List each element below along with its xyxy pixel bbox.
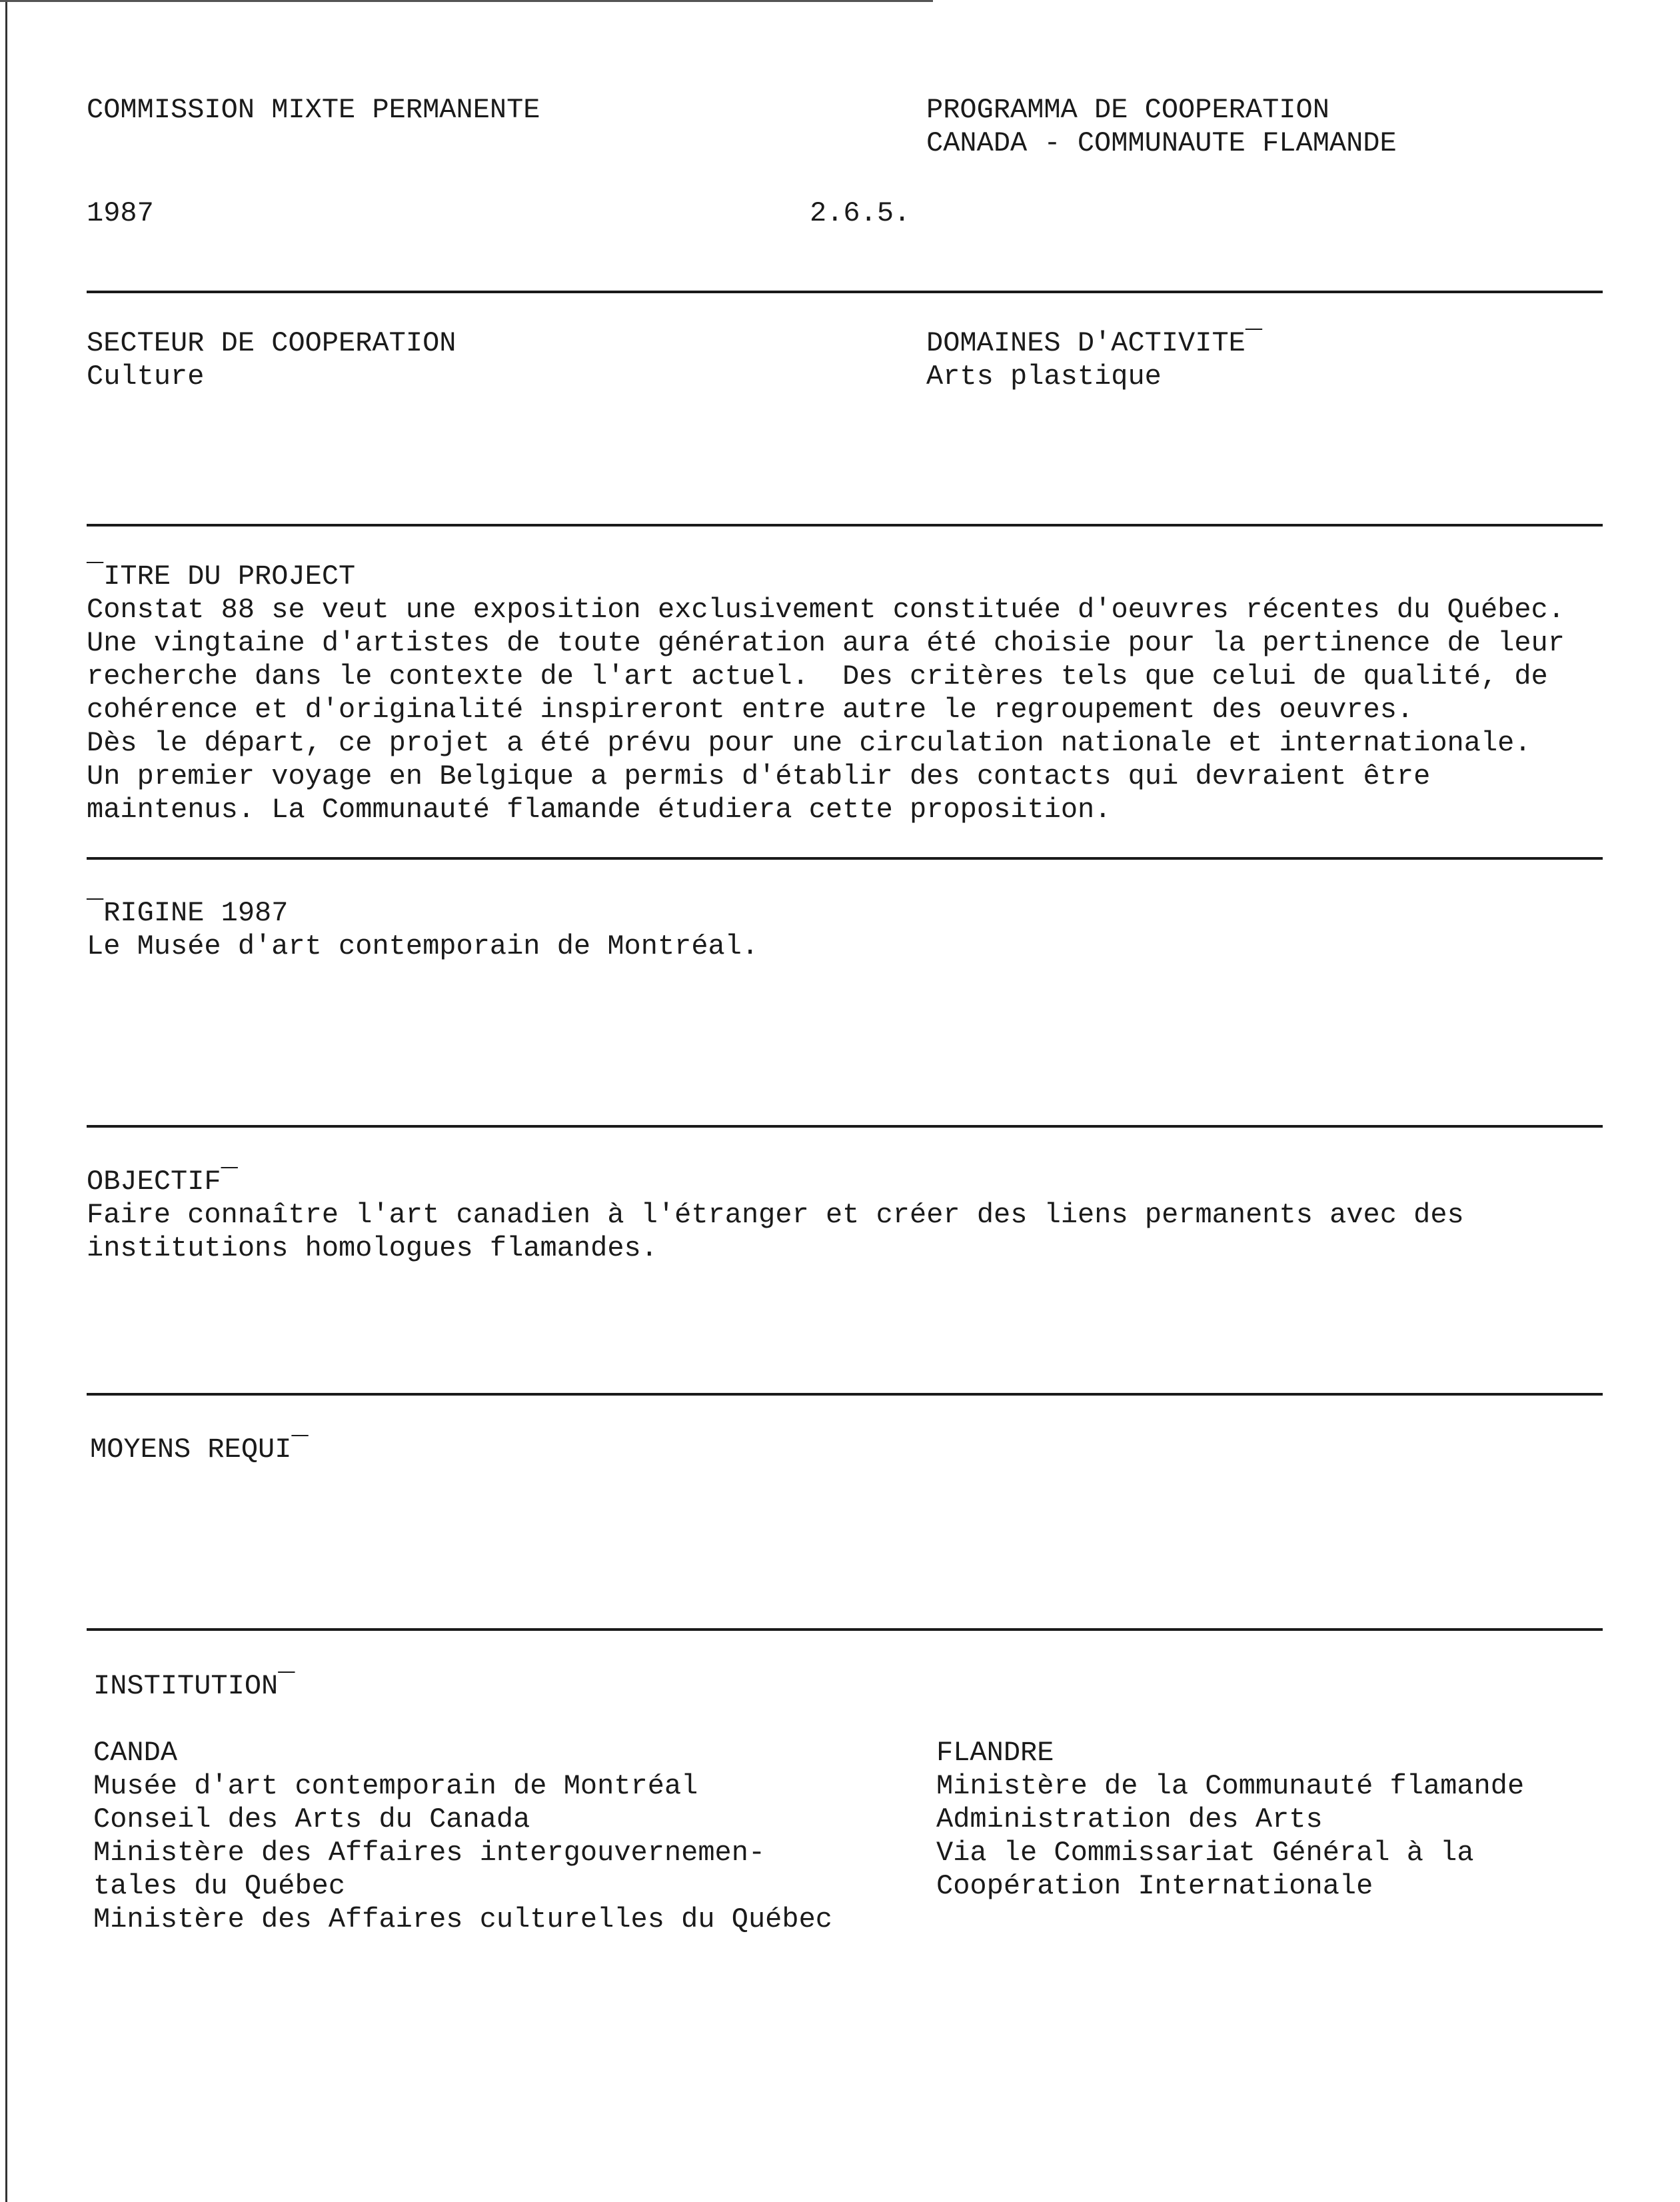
- objectives-section: [87, 1165, 1606, 1265]
- origin-value: Le Musée d'art contemporain de Montréal.: [87, 930, 759, 962]
- project-label: ¯ITRE DU PROJECT: [87, 560, 356, 592]
- project-section: [87, 560, 1606, 826]
- project-line: Dès le départ, ce projet a été prévu pour une circulation nationale et internationale.: [87, 727, 1531, 759]
- objectives-line: institutions homologues flamandes.: [87, 1232, 658, 1264]
- origin-label: ¯RIGINE 1987: [87, 897, 289, 929]
- project-line: recherche dans le contexte de l'art actuel. Des critères tels que celui de qualité, de: [87, 660, 1548, 692]
- header-left-title: COMMISSION MIXTE PERMANENTE: [87, 94, 540, 126]
- divider-rule: [87, 1628, 1603, 1631]
- flandre-line: Coopération Internationale: [936, 1870, 1373, 1902]
- project-line: cohérence et d'originalité inspireront entre autre le regroupement des oeuvres.: [87, 694, 1414, 726]
- origin-section: [87, 896, 1606, 963]
- header-right-line1: PROGRAMMA DE COOPERATION: [926, 94, 1329, 126]
- sector-label: SECTEUR DE COOPERATION: [87, 327, 456, 359]
- divider-rule: [87, 291, 1603, 293]
- canada-line: Musée d'art contemporain de Montréal: [93, 1770, 698, 1802]
- institutions-canada: [93, 1736, 832, 1936]
- header-code: 2.6.5.: [810, 197, 911, 229]
- sector-value: Culture: [87, 361, 205, 393]
- flandre-line: Via le Commissariat Général à la: [936, 1837, 1474, 1869]
- canada-line: Conseil des Arts du Canada: [93, 1803, 530, 1835]
- project-line: Constat 88 se veut une exposition exclusivement constituée d'oeuvres récentes du Québec.: [87, 594, 1565, 626]
- institutions-flandre: [936, 1736, 1524, 1903]
- canada-heading: CANDA: [93, 1737, 178, 1769]
- domains-value: Arts plastique: [926, 361, 1162, 393]
- canada-line: Ministère des Affaires culturelles du Québec: [93, 1903, 832, 1935]
- flandre-line: Administration des Arts: [936, 1803, 1323, 1835]
- institutions-label: INSTITUTION¯: [93, 1670, 295, 1702]
- project-line: Une vingtaine d'artistes de toute génération aura été choisie pour la pertinence de leur: [87, 627, 1565, 659]
- divider-rule: [87, 857, 1603, 860]
- divider-rule: [87, 1125, 1603, 1128]
- objectives-label: OBJECTIF¯: [87, 1166, 238, 1198]
- objectives-line: Faire connaître l'art canadien à l'étranger et créer des liens permanents avec des: [87, 1199, 1464, 1231]
- project-line: Un premier voyage en Belgique a permis d'établir des contacts qui devraient être: [87, 760, 1431, 792]
- divider-rule: [87, 1393, 1603, 1396]
- header-year: 1987: [87, 197, 154, 229]
- page-left-edge: [5, 0, 7, 2202]
- project-line: maintenus. La Communauté flamande étudiera cette proposition.: [87, 794, 1112, 826]
- header-right-line2: CANADA - COMMUNAUTE FLAMANDE: [926, 127, 1397, 159]
- means-label: MOYENS REQUI¯: [90, 1434, 309, 1466]
- canada-line: Ministère des Affaires intergouvernemen-: [93, 1837, 766, 1869]
- page-top-edge: [0, 0, 933, 2]
- divider-rule: [87, 524, 1603, 527]
- flandre-heading: FLANDRE: [936, 1737, 1054, 1769]
- flandre-line: Ministère de la Communauté flamande: [936, 1770, 1525, 1802]
- canada-line: tales du Québec: [93, 1870, 346, 1902]
- domains-label: DOMAINES D'ACTIVITE¯: [926, 327, 1263, 359]
